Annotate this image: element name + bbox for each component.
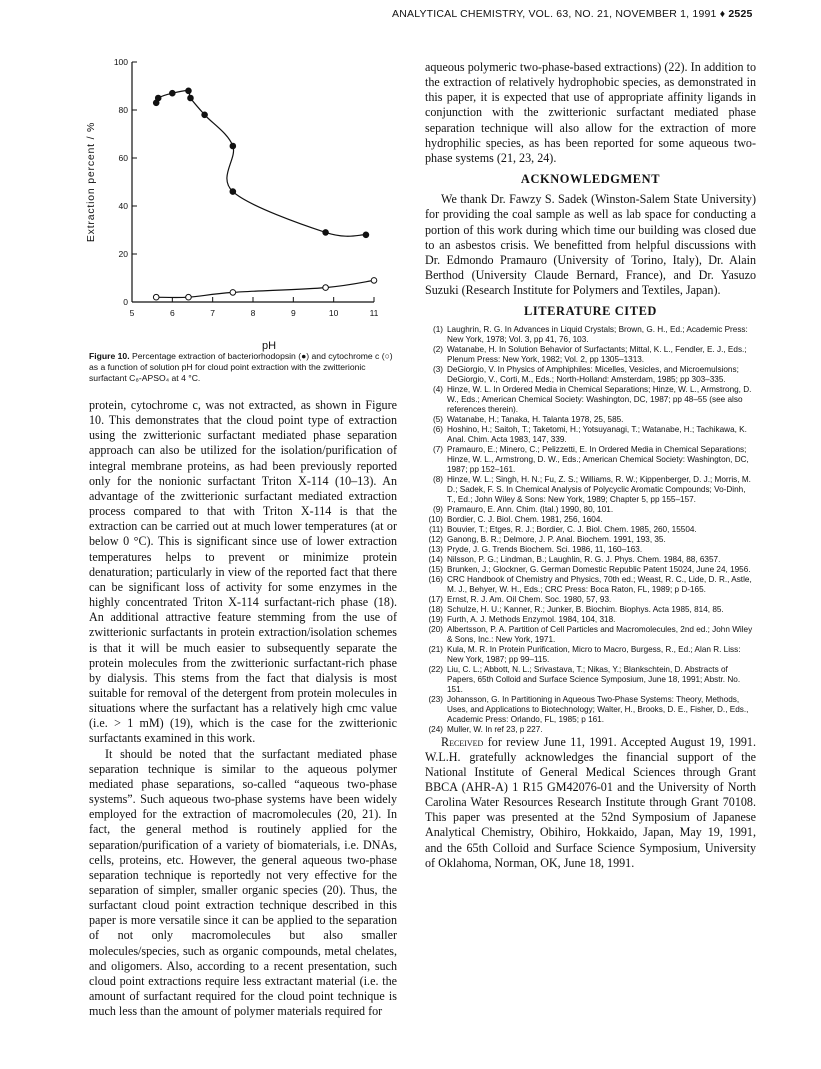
reference-text: Watanabe, H.; Tanaka, H. Talanta 1978, 25, 585. <box>447 414 624 424</box>
cytochrome-point <box>230 290 236 296</box>
reference-item <box>425 575 756 595</box>
reference-number: (18) <box>428 604 443 614</box>
journal-citation: ANALYTICAL CHEMISTRY, VOL. 63, NO. 21, NOVEMBER 1, 1991 <box>392 8 717 20</box>
reference-number: (19) <box>428 614 443 624</box>
cytochrome-point <box>186 294 192 300</box>
reference-item <box>425 555 756 565</box>
reference-number: (10) <box>428 514 443 524</box>
bacteriorhodopsin-point <box>230 189 236 195</box>
reference-number: (14) <box>428 554 443 564</box>
acknowledgment-text: We thank Dr. Fawzy S. Sadek (Winston-Salem State University) for providing the coal sample as well as lab space for conducting a portion of this work during which time our building was closed due to an asbestos crisis. We benefitted from helpful discussions with Dr. Edmondo Pramauro (University of Torino, Italy), Dr. Alain Berthod (University Claude Bernard, France), and Dr. Yasuzo Suzuki (Research Institute for Polymers and Textiles, Japan). <box>425 192 756 298</box>
y-tick-label: 100 <box>113 57 128 67</box>
reference-item <box>425 695 756 725</box>
reference-number: (1) <box>432 324 443 334</box>
reference-item <box>425 325 756 345</box>
y-tick-label: 60 <box>118 153 128 163</box>
reference-text: Liu, C. L.; Abbott, N. L.; Srivastava, T.; Nikas, Y.; Blankschtein, D. Abstracts of Papers, 65th Colloid and Surface Science Symposium, June 18, 1991; Abstr. No. 151. <box>447 664 741 694</box>
cytochrome-point <box>153 294 159 300</box>
right-column <box>425 60 756 871</box>
left-column <box>89 398 397 1019</box>
reference-text: Furth, A. J. Methods Enzymol. 1984, 104, 318. <box>447 614 616 624</box>
reference-text: Johansson, G. In Partitioning in Aqueous Two-Phase Systems: Theory, Methods, Uses, and Applications to Biotechnology; Walter, H., Brooks, D. E., Fisher, D., Eds., Academic Press: Orlando, FL, 1985; p 161. <box>447 694 749 724</box>
reference-item <box>425 625 756 645</box>
acknowledgment-heading: ACKNOWLEDGMENT <box>520 172 661 187</box>
reference-text: Watanabe, H. In Solution Behavior of Surfactants; Mittal, K. L., Fendler, E. J., Eds.; Plenum Press: New York, 1982; Vol. 2, pp 1305–1313. <box>447 344 747 364</box>
received-note <box>425 735 756 871</box>
reference-item <box>425 365 756 385</box>
x-tick-label: 6 <box>169 308 175 318</box>
extraction-chart <box>82 50 402 350</box>
reference-number: (22) <box>428 664 443 674</box>
x-tick-label: 9 <box>290 308 296 318</box>
reference-text: Muller, W. In ref 23, p 227. <box>447 724 543 734</box>
bacteriorhodopsin-curve <box>156 91 366 237</box>
reference-number: (4) <box>432 384 443 394</box>
cytochrome-point <box>371 278 377 284</box>
bacteriorhodopsin-point <box>186 88 192 94</box>
x-tick-label: 5 <box>129 308 135 318</box>
x-tick-label: 7 <box>210 308 216 318</box>
bacteriorhodopsin-point <box>202 112 208 118</box>
x-tick-label: 11 <box>369 308 379 318</box>
cytochrome-point <box>323 285 329 291</box>
reference-number: (11) <box>429 524 443 534</box>
reference-text: Pryde, J. G. Trends Biochem. Sci. 1986, 11, 160–163. <box>447 544 643 554</box>
x-tick-label: 8 <box>250 308 256 318</box>
received-text: for review June 11, 1991. Accepted August 19, 1991. W.L.H. gratefully acknowledges the financial support of the National Institute of General Medical Sciences through Grant BBCA (AHR-A) 1 R15 GM42076-01 and the University of North Carolina Water Resources Research Institute through Grant 70108. This paper was presented at the 52nd Symposium of Japanese Analytical Chemistry, Obihiro, Hokkaido, Japan, May 19, 1991, and the 65th Colloid and Surface Science Symposium, University of Oklahoma, Norman, OK, June 18, 1991. <box>425 734 756 870</box>
running-header: ANALYTICAL CHEMISTRY, VOL. 63, NO. 21, NOVEMBER 1, 1991 ♦ 2525 <box>392 8 753 20</box>
reference-number: (23) <box>428 694 443 704</box>
reference-number: (17) <box>428 594 443 604</box>
reference-item <box>425 525 756 535</box>
body-paragraph: It should be noted that the surfactant mediated phase separation technique is similar to the aqueous polymer mediated phase separations, so-called “aqueous two-phase systems”. Such aqueous two-phase systems have been widely employed for the extraction of macromolecules (20, 21). In fact, the general method is routinely applied for the separation/purification of a variety of biomaterials, i.e. DNAs, cells, proteins, etc. However, the general aqueous two-phase separation technique is reportedly not very effective for the separation of simpler, smaller organic species (20). Thus, the surfactant cloud point extraction technique described in this paper is more versatile since it can be applied to the separation of not only macromolecules but also smaller molecules/species, such as organic compounds, metal chelates, and oligomers. Also, according to a recent presentation, such cloud point extractions require less extractant material (i.e. the amount of surfactant required for the cloud point technique is much less than the amount of polymer materials required for <box>89 746 397 1019</box>
body-paragraph: aqueous polymeric two-phase-based extractions) (22). In addition to the extraction of relatively hydrophobic species, as demonstrated in this paper, it is expected that use of appropriate affinity ligands in conjunction with the zwitterionic surfactant mediated phase separation technique will also allow for the extraction of more hydrophilic species, as has been reported for some aqueous two-phase systems (21, 23, 24). <box>425 60 756 165</box>
reference-list <box>425 325 756 735</box>
reference-item <box>425 595 756 605</box>
reference-item <box>425 385 756 415</box>
x-axis-label: pH <box>261 340 277 352</box>
reference-text: Schulze, H. U.; Kanner, R.; Junker, B. Biochim. Biophys. Acta 1985, 814, 85. <box>447 604 724 614</box>
reference-text: Ganong, B. R.; Delmore, J. P. Anal. Biochem. 1991, 193, 35. <box>447 534 666 544</box>
reference-number: (24) <box>428 724 443 734</box>
body-paragraph: protein, cytochrome c, was not extracted, as shown in Figure 10. This demonstrates that the cloud point type of extraction using the zwitterionic surfactant mediated phase separation approach can also be utilized for the isolation/purification of integral membrane proteins, as had been previously reported only for the nonionic surfactant Triton X-114 (10–13). An advantage of the zwitterionic surfactant mediated extraction process compared to that with Triton X-114 is that the extraction can be carried out at much lower temperatures (at or below 0 °C). This is significant since use of lower extraction temperatures helps to prevent or minimize protein denaturation; particularly in view of the reported fact that there can be significant loss of activity for some enzymes in the highly concentrated Triton X-114 surfactant-rich phase (18). An additional attractive feature stemming from the use of zwitterionic surfactants in protein extraction/isolation schemes is that it will be much easier to subsequently separate the protein molecules from the zwitterionic surfactant-rich phase by dialysis. This stems from the fact that dialysis is most suitable for removal of the detergent from protein molecules in situations where the surfactant has a relatively high cmc value (i.e. > 1 mM) (19), which is the case for the zwitterionic surfactants examined in this work. <box>89 398 397 746</box>
literature-heading: LITERATURE CITED <box>524 304 657 319</box>
reference-number: (13) <box>428 544 443 554</box>
reference-text: Ernst, R. J. Am. Oil Chem. Soc. 1980, 57, 93. <box>447 594 612 604</box>
y-tick-label: 40 <box>118 201 128 211</box>
reference-text: CRC Handbook of Chemistry and Physics, 70th ed.; Weast, R. C., Lide, D. R., Astle, M. J., Behyer, W. H., Eds.; CRC Press: Boca Raton, FL, 1989; p D-165. <box>447 574 752 594</box>
reference-text: Hinze, W. L. In Ordered Media in Chemical Separations; Hinze, W. L., Armstrong, D. W., Eds.; American Chemical Society: Washington, DC, 1987; pp 48–55 (see also references therein). <box>447 384 752 414</box>
bacteriorhodopsin-point <box>170 90 176 96</box>
bacteriorhodopsin-point <box>188 95 194 101</box>
reference-item <box>425 725 756 735</box>
reference-number: (9) <box>432 504 443 514</box>
reference-number: (21) <box>428 644 443 654</box>
y-axis-label: Extraction percent / % <box>85 121 97 243</box>
y-tick-label: 20 <box>118 249 128 259</box>
reference-number: (12) <box>428 534 443 544</box>
reference-number: (20) <box>428 624 443 634</box>
reference-item <box>425 475 756 505</box>
figure-caption <box>89 351 399 384</box>
reference-text: Pramauro, E.; Minero, C.; Pelizzetti, E. In Ordered Media in Chemical Separations; Hinze, W. L., Armstrong, D. W., Eds.; American Chemical Society: Washington, DC, 1987; pp 152–161. <box>447 444 749 474</box>
reference-number: (15) <box>428 564 443 574</box>
reference-text: Laughrin, R. G. In Advances in Liquid Crystals; Brown, G. H., Ed.; Academic Press: New York, 1978; Vol. 3, pp 41, 76, 103. <box>447 324 748 344</box>
reference-item <box>425 645 756 665</box>
caption-text: Percentage extraction of bacteriorhodopsin (●) and cytochrome c (○) as a function of solution pH for cloud point extraction with the zwitterionic surfactant C₈-APSO₄ at 4 °C. <box>89 351 393 383</box>
reference-number: (3) <box>432 364 443 374</box>
reference-text: Bordier, C. J. Biol. Chem. 1981, 256, 1604. <box>447 514 603 524</box>
reference-item <box>425 565 756 575</box>
reference-number: (7) <box>432 444 443 454</box>
reference-text: Albertsson, P. A. Partition of Cell Particles and Macromolecules, 2nd ed.; John Wiley & Sons, Inc.: New York, 1971. <box>447 624 753 644</box>
page-number: 2525 <box>728 8 753 20</box>
figure-10 <box>82 50 402 360</box>
reference-text: Hoshino, H.; Saitoh, T.; Taketomi, H.; Yotsuyanagi, T.; Watanabe, H.; Tachikawa, K. Anal. Chim. Acta 1983, 147, 339. <box>447 424 747 444</box>
reference-item <box>425 545 756 555</box>
reference-item <box>425 605 756 615</box>
reference-text: Pramauro, E. Ann. Chim. (Ital.) 1990, 80, 101. <box>447 504 614 514</box>
reference-text: Hinze, W. L.; Singh, H. N.; Fu, Z. S.; Williams, R. W.; Kippenberger, D. J.; Morris, M. D.; Sadek, F. S. In Chemical Analysis of Polycyclic Aromatic Compounds; Vo-Dinh, T., Ed.; John Wiley & Sons: New York, 1989; Chapter 5, pp 155–157. <box>447 474 751 504</box>
reference-text: DeGiorgio, V. In Physics of Amphiphiles: Micelles, Vesicles, and Microemulsions; DeGiorgio, V., Corti, M., Eds.; North-Holland: Amsterdam, 1985; pp 303–335. <box>447 364 739 384</box>
reference-text: Brunken, J.; Glockner, G. German Domestic Republic Patent 15024, June 24, 1956. <box>447 564 751 574</box>
reference-number: (6) <box>432 424 443 434</box>
reference-number: (5) <box>432 414 443 424</box>
reference-text: Nilsson, P. G.; Lindman, B.; Laughlin, R. G. J. Phys. Chem. 1984, 88, 6357. <box>447 554 721 564</box>
reference-item <box>425 515 756 525</box>
reference-item <box>425 615 756 625</box>
caption-label: Figure 10. <box>89 351 130 361</box>
reference-item <box>425 535 756 545</box>
reference-item <box>425 665 756 695</box>
received-label: Received <box>441 734 484 749</box>
bacteriorhodopsin-point <box>363 232 369 238</box>
reference-item <box>425 345 756 365</box>
reference-item <box>425 505 756 515</box>
reference-item <box>425 445 756 475</box>
reference-number: (16) <box>428 574 443 584</box>
reference-item <box>425 415 756 425</box>
reference-text: Kula, M. R. In Protein Purification, Micro to Macro, Burgess, R., Ed.; Alan R. Liss: New York, 1987; pp 99–115. <box>447 644 741 664</box>
reference-text: Bouvier, T.; Etges, R. J.; Bordier, C. J. Biol. Chem. 1985, 260, 15504. <box>447 524 697 534</box>
reference-item <box>425 425 756 445</box>
y-tick-label: 80 <box>118 105 128 115</box>
reference-number: (8) <box>432 474 443 484</box>
x-tick-label: 10 <box>328 308 339 318</box>
bacteriorhodopsin-point <box>155 95 161 101</box>
bacteriorhodopsin-point <box>230 143 236 149</box>
reference-number: (2) <box>432 344 443 354</box>
y-tick-label: 0 <box>123 297 128 307</box>
bacteriorhodopsin-point <box>323 230 329 236</box>
